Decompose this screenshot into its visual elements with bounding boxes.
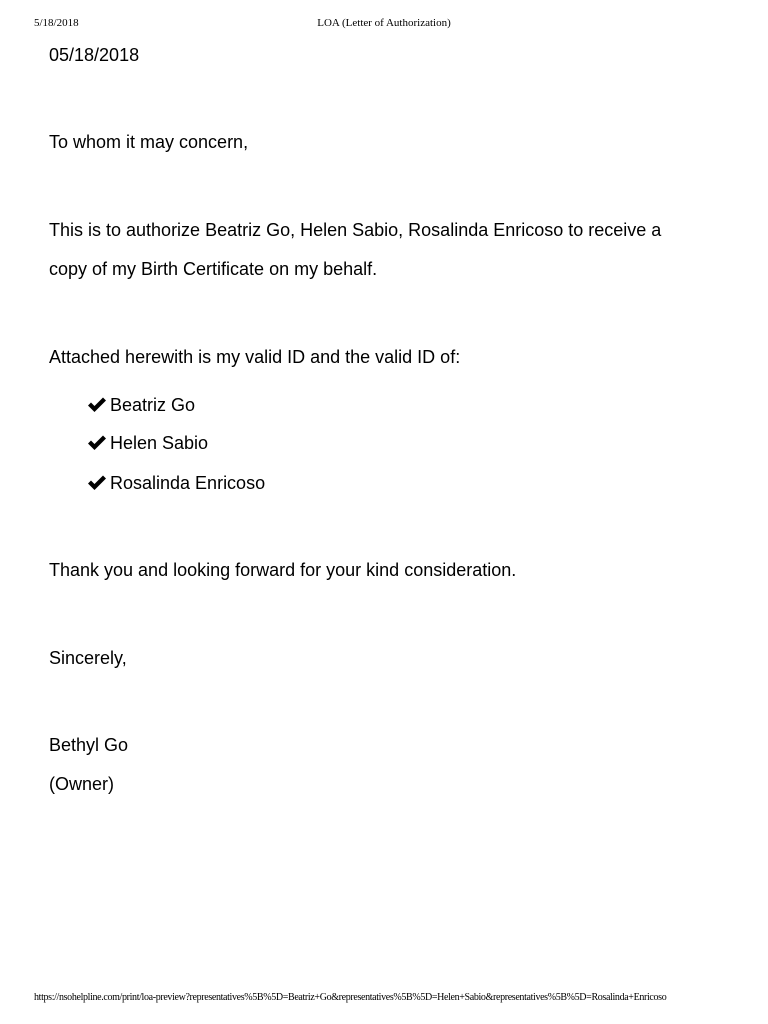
representative-item	[87, 431, 208, 455]
letter-date: 05/18/2018	[49, 45, 140, 65]
representative-name: Rosalinda Enricoso	[110, 473, 266, 493]
representative-name: Beatriz Go	[110, 395, 196, 415]
check-icon	[87, 474, 107, 492]
signatory-role: (Owner)	[49, 774, 115, 794]
print-header-title: LOA (Letter of Authorization)	[317, 17, 451, 29]
valediction: Sincerely,	[49, 648, 127, 668]
print-footer-url: https://nsohelpline.com/print/loa-preview?representatives%5B%5D=Beatriz+Go&representatives%5B%5D=Helen+Sabio&representatives%5B%5D=Rosalinda+Enricoso	[34, 992, 667, 1003]
representative-item	[87, 393, 195, 417]
representative-item	[87, 471, 265, 495]
print-header-date: 5/18/2018	[34, 17, 79, 29]
authorization-paragraph-line-2: copy of my Birth Certificate on my behalf.	[49, 259, 378, 279]
check-icon	[87, 396, 107, 414]
signatory-name: Bethyl Go	[49, 735, 129, 755]
check-icon	[87, 434, 107, 452]
representative-name: Helen Sabio	[110, 433, 209, 453]
attached-intro: Attached herewith is my valid ID and the valid ID of:	[49, 347, 461, 367]
closing-line: Thank you and looking forward for your kind consideration.	[49, 560, 517, 580]
salutation: To whom it may concern,	[49, 132, 249, 152]
authorization-paragraph-line-1: This is to authorize Beatriz Go, Helen Sabio, Rosalinda Enricoso to receive a	[49, 220, 662, 240]
